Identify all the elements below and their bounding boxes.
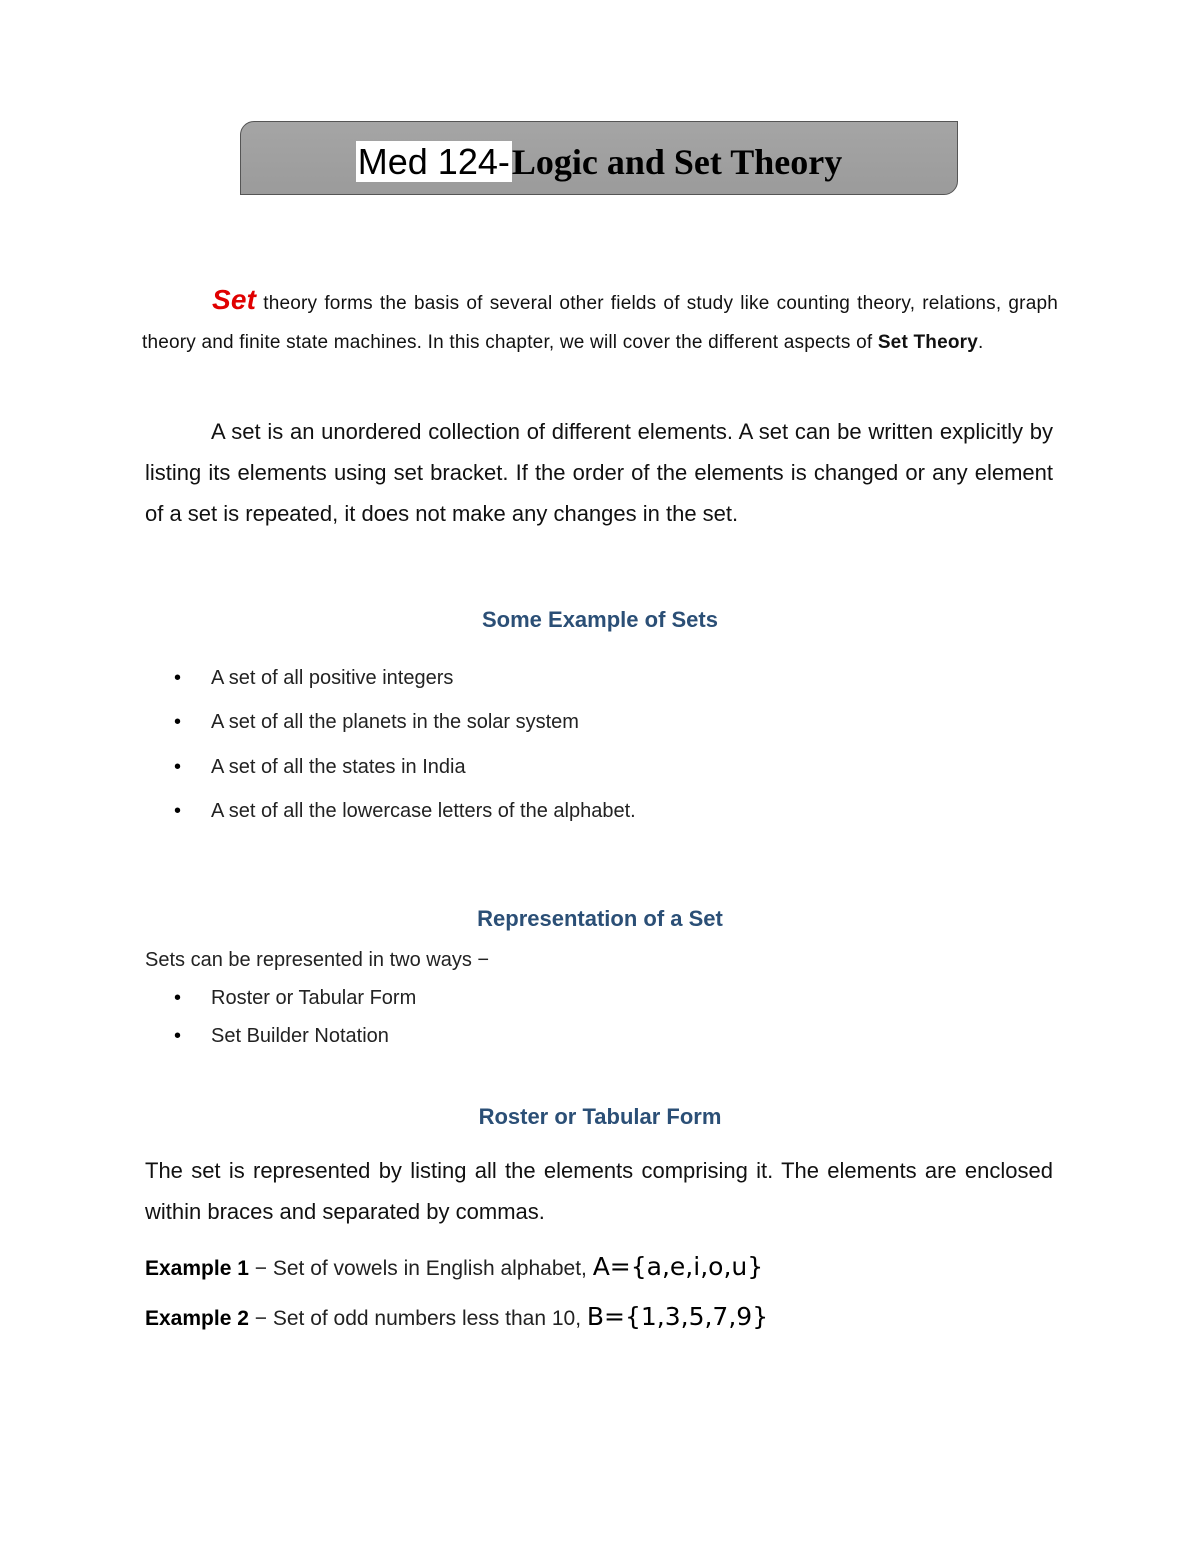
list-item: • Roster or Tabular Form: [170, 984, 416, 1022]
title-subject: Logic and Set Theory: [511, 142, 843, 182]
list-item: • A set of all the lowercase letters of the alphabet.: [170, 797, 636, 841]
title-course-code: Med 124-: [357, 141, 510, 182]
roster-heading: Roster or Tabular Form: [478, 1104, 722, 1129]
example-2-label: Example 2: [145, 1307, 249, 1330]
example-2-math: B={1,3,5,7,9}: [586, 1302, 769, 1331]
title-banner: [240, 121, 958, 195]
example-1-label: Example 1: [145, 1257, 249, 1280]
intro-paragraph: [142, 280, 1058, 362]
page-title: [241, 140, 957, 184]
representation-heading: Representation of a Set: [477, 906, 723, 931]
example-1-text: − Set of vowels in English alphabet,: [248, 1257, 593, 1280]
example-2: [145, 1302, 768, 1331]
representation-list: [170, 984, 416, 1060]
intro-lead-word: Set: [212, 284, 257, 315]
intro-bold-term: Set Theory: [877, 332, 979, 353]
list-item: • A set of all positive integers: [170, 664, 636, 708]
definition-paragraph: A set is an unordered collection of different elements. A set can be written explicitly by listing its elements using set bracket. If the order of the elements is changed or any element of a set is repeated, it does not make any changes in the set.: [145, 419, 1053, 526]
intro-text-end: .: [978, 332, 984, 353]
example-1-math: A={a,e,i,o,u}: [592, 1252, 764, 1281]
examples-heading: Some Example of Sets: [482, 607, 718, 632]
list-item: • Set Builder Notation: [170, 1022, 416, 1060]
example-1: [145, 1252, 763, 1281]
example-2-text: − Set of odd numbers less than 10,: [248, 1307, 587, 1330]
roster-paragraph: The set is represented by listing all the elements comprising it. The elements are enclosed within braces and separated by commas.: [145, 1158, 1053, 1224]
list-item: • A set of all the states in India: [170, 753, 636, 797]
list-item: • A set of all the planets in the solar system: [170, 708, 636, 752]
intro-text: theory forms the basis of several other fields of study like counting theory, relations, graph theory and finite state machines. In this chapter, we will cover the different aspects of: [142, 293, 1058, 353]
examples-list: [170, 664, 636, 841]
representation-intro: Sets can be represented in two ways −: [145, 949, 490, 971]
